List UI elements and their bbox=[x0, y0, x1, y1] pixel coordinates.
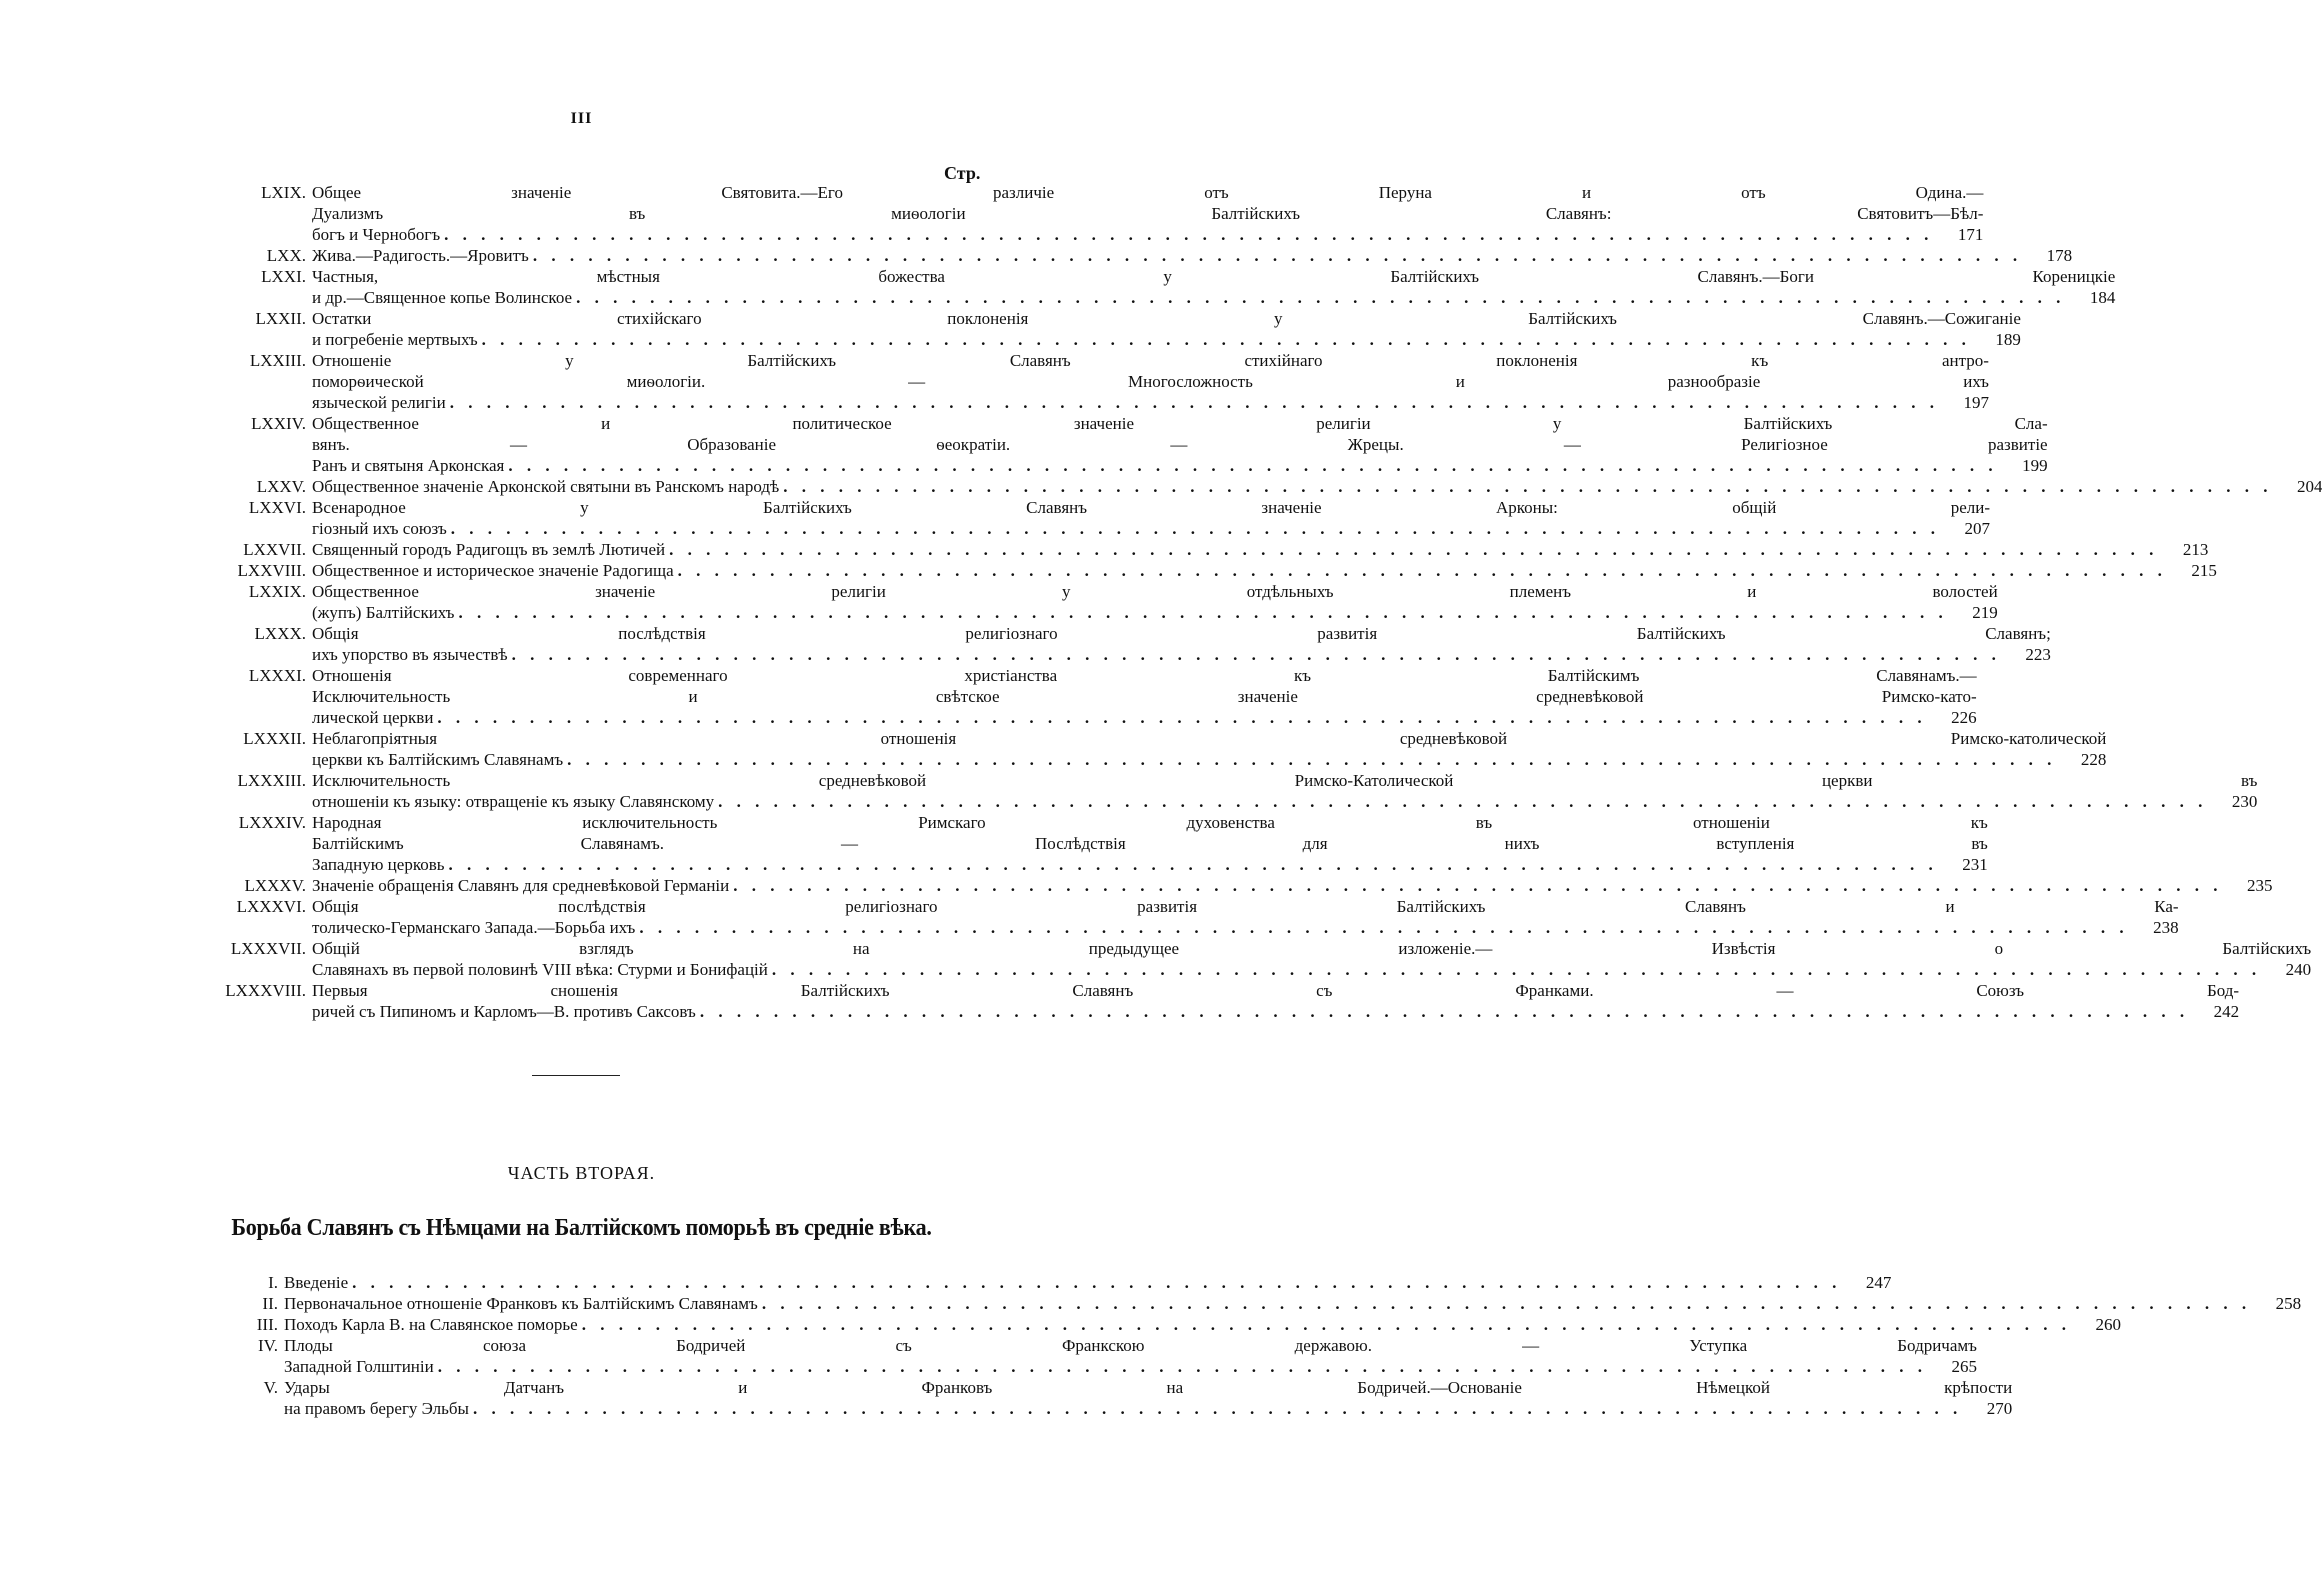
toc-entry bbox=[200, 476, 2322, 497]
chapter-number: LXXXII. bbox=[243, 729, 306, 748]
chapter-number: LXXXVIII. bbox=[225, 981, 306, 1000]
chapter-number: LXXXI. bbox=[248, 666, 306, 685]
chapter-number: LXXVIII. bbox=[237, 561, 306, 580]
dot-leader bbox=[478, 329, 1975, 350]
page-ref: 258 bbox=[2275, 1294, 2302, 1313]
page-ref: 231 bbox=[1962, 855, 1988, 874]
chapter-title-line: Общественное и политическое значенiе религiи у Балтiйскихъ Сла- bbox=[312, 414, 2048, 433]
page-ref: 247 bbox=[1865, 1273, 1892, 1292]
toc-entry bbox=[200, 875, 2273, 896]
toc-entry bbox=[200, 665, 1977, 728]
chapter-title-line: Отношенiя современнаго христiанства къ Балтiйскимъ Славянамъ.— bbox=[312, 666, 1977, 685]
chapter-title-line: Исключительность и свѣтское значенiе средневѣковой Римско-като- bbox=[312, 687, 1977, 706]
dot-leader bbox=[504, 455, 2001, 476]
chapter-number: LXXIV. bbox=[251, 414, 306, 433]
chapter-title-line: Ранъ и святыня Арконская bbox=[312, 456, 505, 475]
chapter-title-line: Походъ Карла В. на Славянское поморье bbox=[284, 1315, 578, 1334]
dot-leader bbox=[578, 1314, 2075, 1335]
chapter-title-line: богъ и Чернобогъ bbox=[312, 225, 441, 244]
dot-leader bbox=[758, 1293, 2255, 1314]
chapter-title-line: Народная исключительность Римскаго духовенства въ отношенiи къ bbox=[312, 813, 1988, 832]
dot-leader bbox=[635, 917, 2132, 938]
chapter-title-line: Первоначальное отношенiе Франковъ къ Балтiйскимъ Славянамъ bbox=[284, 1294, 758, 1313]
dot-leader bbox=[433, 707, 1930, 728]
part-title: Борьба Славянъ съ Нѣмцами на Балтiйскомъ поморьѣ въ среднiе вѣка. bbox=[231, 1215, 932, 1241]
chapter-number: LXXVII. bbox=[243, 540, 306, 559]
chapter-number: LXXXIII. bbox=[237, 771, 306, 790]
chapter-title-line: поморѳической миѳологiи. — Многосложность и разнообразiе ихъ bbox=[312, 372, 1989, 391]
page-ref: 207 bbox=[1964, 519, 1990, 538]
toc-entry bbox=[200, 350, 1989, 413]
toc-entry bbox=[200, 581, 1998, 623]
chapter-title-line: Общественное значенiе Арконской святыни въ Ранскомъ народѣ bbox=[312, 477, 780, 496]
dot-leader bbox=[434, 1356, 1931, 1377]
chapter-title-line: Балтiйскимъ Славянамъ. — Послѣдствiя для нихъ вступленiя въ bbox=[312, 834, 1988, 853]
chapter-title-line: Удары Датчанъ и Франковъ на Бодричей.—Основанiе Нѣмецкой крѣпости bbox=[284, 1378, 2013, 1397]
chapter-number: LXXIX. bbox=[248, 582, 306, 601]
page-ref: 219 bbox=[1972, 603, 1998, 622]
chapter-number: III. bbox=[256, 1315, 278, 1334]
chapter-number: LXXIII. bbox=[249, 351, 306, 370]
page-ref: 189 bbox=[1995, 330, 2021, 349]
chapter-title-line: Общественное значенiе религiи у отдѣльныхъ племенъ и волостей bbox=[312, 582, 1998, 601]
chapter-title-line: Плоды союза Бодричей съ Франкскою державою. — Уступка Бодричамъ bbox=[284, 1336, 1977, 1355]
dot-leader bbox=[445, 854, 1942, 875]
dot-leader bbox=[469, 1398, 1966, 1419]
chapter-number: II. bbox=[262, 1294, 278, 1313]
table-of-contents-part-1 bbox=[200, 182, 2322, 1022]
chapter-title-line: толическо-Германскаго Запада.—Борьба ихъ bbox=[312, 918, 636, 937]
toc-entry bbox=[200, 623, 2051, 665]
page-ref: 213 bbox=[2182, 540, 2209, 559]
toc-entry bbox=[200, 245, 2073, 266]
chapter-number: LXXII. bbox=[255, 309, 306, 328]
chapter-title-line: Западную церковь bbox=[312, 855, 445, 874]
dot-leader bbox=[572, 287, 2069, 308]
chapter-title-line: лической церкви bbox=[312, 708, 434, 727]
toc-entry bbox=[200, 182, 1984, 245]
chapter-number: LXXXV. bbox=[244, 876, 306, 895]
page-ref: 270 bbox=[1986, 1399, 2013, 1418]
dot-leader bbox=[714, 791, 2211, 812]
page-ref: 204 bbox=[2296, 477, 2322, 496]
page-ref: 230 bbox=[2231, 792, 2258, 811]
chapter-title-line: Отношенiе у Балтiйскихъ Славянъ стихiйнаго поклоненiя къ антро- bbox=[312, 351, 1989, 370]
toc-entry bbox=[200, 1293, 2302, 1314]
chapter-title-line: Общее значенiе Святовита.—Его различiе отъ Перуна и отъ Одина.— bbox=[312, 183, 1984, 202]
chapter-title-line: Неблагопрiятныя отношенiя средневѣковой Римско-католической bbox=[312, 729, 2107, 748]
chapter-title-line: Значенiе обращенiя Славянъ для средневѣковой Германiи bbox=[312, 876, 730, 895]
chapter-number: LXIX. bbox=[261, 183, 306, 202]
chapter-title-line: вянъ. — Образованiе ѳеократiи. — Жрецы. — Религiозное развитiе bbox=[312, 435, 2048, 454]
chapter-title-line: Славянахъ въ первой половинѣ VIII вѣка: Стурми и Бонифацiй bbox=[312, 960, 768, 979]
page-ref: 226 bbox=[1951, 708, 1977, 727]
chapter-title-line: и др.—Священное копье Волинское bbox=[312, 288, 573, 307]
page-ref: 265 bbox=[1951, 1357, 1977, 1376]
chapter-number: IV. bbox=[258, 1336, 278, 1355]
chapter-number: V. bbox=[263, 1378, 278, 1397]
chapter-title-line: Всенародное у Балтiйскихъ Славянъ значенiе Арконы: общiй рели- bbox=[312, 498, 1990, 517]
page-ref: 242 bbox=[2213, 1002, 2240, 1021]
chapter-title-line: Жива.—Радигость.—Яровитъ bbox=[312, 246, 529, 265]
toc-entry bbox=[200, 938, 2312, 980]
chapter-title-line: Дуализмъ въ миѳологiи Балтiйскихъ Славянъ: Святовитъ—Бѣл- bbox=[312, 204, 1984, 223]
chapter-number: LXXVI. bbox=[248, 498, 306, 517]
chapter-title-line: на правомъ берегу Эльбы bbox=[284, 1399, 469, 1418]
dot-leader bbox=[768, 959, 2265, 980]
chapter-title-line: отношенiи къ языку: отвращенiе къ языку Славянскому bbox=[312, 792, 715, 811]
chapter-title-line: Общiй взглядъ на предыдущее изложенiе.— Извѣстiя о Балтiйскихъ bbox=[312, 939, 2312, 958]
toc-entry bbox=[200, 539, 2209, 560]
toc-entry bbox=[200, 1314, 2121, 1335]
toc-entry bbox=[200, 1335, 1977, 1377]
toc-entry bbox=[200, 308, 2021, 350]
chapter-number: I. bbox=[268, 1273, 278, 1292]
chapter-title-line: и погребенiе мертвыхъ bbox=[312, 330, 478, 349]
page-ref: 171 bbox=[1957, 225, 1984, 244]
page-ref: 240 bbox=[2285, 960, 2312, 979]
page-ref: 197 bbox=[1963, 393, 1989, 412]
dot-leader bbox=[440, 224, 1937, 245]
chapter-number: LXXI. bbox=[261, 267, 306, 286]
chapter-title-line: Исключительность средневѣковой Римско-Католической церкви въ bbox=[312, 771, 2258, 790]
chapter-title-line: Западной Голштинiи bbox=[284, 1357, 434, 1376]
toc-entry bbox=[200, 770, 2258, 812]
chapter-title-line: Священный городъ Радигощъ въ землѣ Лютичей bbox=[312, 540, 666, 559]
page-ref: 199 bbox=[2022, 456, 2048, 475]
part-label: ЧАСТЬ ВТОРАЯ. bbox=[507, 1163, 656, 1183]
dot-leader bbox=[729, 875, 2226, 896]
chapter-number: LXXXVII. bbox=[230, 939, 306, 958]
page-ref: 178 bbox=[2046, 246, 2073, 265]
toc-entry bbox=[200, 812, 1988, 875]
chapter-title-line: церкви къ Балтiйскимъ Славянамъ bbox=[312, 750, 564, 769]
toc-entry bbox=[200, 266, 2116, 308]
dot-leader bbox=[696, 1001, 2193, 1022]
chapter-title-line: Общественное и историческое значенiе Радогища bbox=[312, 561, 674, 580]
chapter-title-line: Остатки стихiйскаго поклоненiя у Балтiйскихъ Славянъ.—Сожиганiе bbox=[312, 309, 2021, 328]
page-ref: 260 bbox=[2095, 1315, 2121, 1334]
chapter-title-line: Введенiе bbox=[284, 1273, 349, 1292]
chapter-number: LXXXIV. bbox=[238, 813, 306, 832]
chapter-title-line: языческой религiи bbox=[312, 393, 446, 412]
chapter-title-line: ихъ упорство въ язычествѣ bbox=[312, 645, 508, 664]
page-ref: 228 bbox=[2080, 750, 2107, 769]
chapter-title-line: Первыя сношенiя Балтiйскихъ Славянъ съ Франками. — Союзъ Бод- bbox=[312, 981, 2240, 1000]
pages-column-label: Стр. bbox=[944, 163, 981, 183]
toc-entry bbox=[200, 728, 2107, 770]
dot-leader bbox=[454, 602, 1951, 623]
chapter-number: LXXX. bbox=[254, 624, 306, 643]
dot-leader bbox=[529, 245, 2026, 266]
chapter-title-line: гiозный ихъ союзъ bbox=[312, 519, 447, 538]
table-of-contents-part-2 bbox=[200, 1272, 2302, 1419]
page-ref: 184 bbox=[2089, 288, 2116, 307]
page-number: III bbox=[570, 110, 593, 127]
toc-entry bbox=[200, 896, 2179, 938]
toc-entry bbox=[200, 497, 1990, 539]
chapter-number: LXXV. bbox=[256, 477, 306, 496]
section-divider bbox=[532, 1075, 620, 1076]
toc-entry bbox=[200, 980, 2240, 1022]
toc-entry bbox=[200, 560, 2217, 581]
toc-entry bbox=[200, 1377, 2013, 1419]
dot-leader bbox=[665, 539, 2162, 560]
toc-entry bbox=[200, 413, 2048, 476]
dot-leader bbox=[508, 644, 2005, 665]
page-ref: 238 bbox=[2153, 918, 2179, 937]
page-ref: 215 bbox=[2191, 561, 2217, 580]
chapter-title-line: Общiя послѣдствiя религiознаго развитiя Балтiйскихъ Славянъ и Ка- bbox=[312, 897, 2179, 916]
dot-leader bbox=[563, 749, 2060, 770]
dot-leader bbox=[674, 560, 2171, 581]
chapter-title-line: (жупъ) Балтiйскихъ bbox=[312, 603, 455, 622]
chapter-number: LXX. bbox=[266, 246, 306, 265]
dot-leader bbox=[446, 392, 1943, 413]
dot-leader bbox=[348, 1272, 1845, 1293]
page-ref: 223 bbox=[2025, 645, 2051, 664]
toc-entry bbox=[200, 1272, 1892, 1293]
dot-leader bbox=[779, 476, 2276, 497]
chapter-number: LXXXVI. bbox=[236, 897, 306, 916]
chapter-title-line: Общiя послѣдствiя религiознаго развитiя Балтiйскихъ Славянъ; bbox=[312, 624, 2051, 643]
chapter-title-line: ричей съ Пипиномъ и Карломъ—В. противъ Саксовъ bbox=[312, 1002, 696, 1021]
chapter-title-line: Частныя, мѣстныя божества у Балтiйскихъ Славянъ.—Боги Кореницкiе bbox=[312, 267, 2116, 286]
dot-leader bbox=[447, 518, 1944, 539]
page-ref: 235 bbox=[2247, 876, 2273, 895]
